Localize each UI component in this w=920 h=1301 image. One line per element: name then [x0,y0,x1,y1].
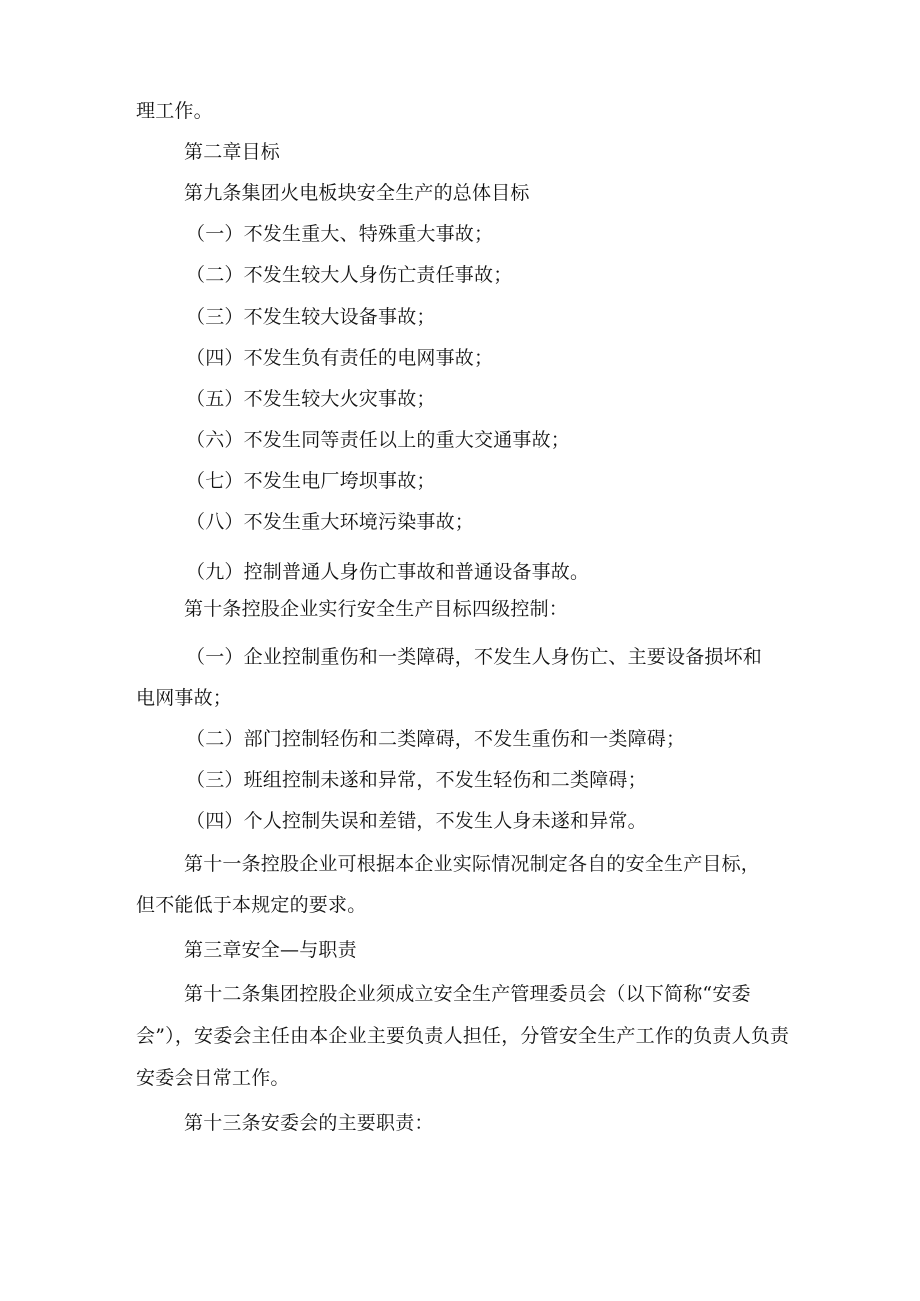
list-item: （四）个人控制失误和差错，不发生人身未遂和异常。 [186,810,647,832]
list-item: （三）班组控制未遂和异常，不发生轻伤和二类障碍； [186,769,647,791]
list-item: （二）不发生较大人身伤亡责任事故； [186,264,513,286]
list-item: （六）不发生同等责任以上的重大交通事故； [186,429,571,451]
list-item: （八）不发生重大环境污染事故； [186,511,475,533]
list-item: （二）部门控制轻伤和二类障碍，不发生重伤和一类障碍； [186,728,686,750]
list-item: （一）不发生重大、特殊重大事故； [186,223,494,245]
article-paragraph-line: 但不能低于本规定的要求。 [136,894,367,916]
list-item: （一）企业控制重伤和一类障碍，不发生人身伤亡、主要设备损坏和 [186,646,763,668]
article-heading: 第十条控股企业实行安全生产目标四级控制： [184,598,569,620]
list-item: （三）不发生较大设备事故； [186,306,436,328]
list-item: （九）控制普通人身伤亡事故和普通设备事故。 [186,561,590,583]
list-item: （四）不发生负有责任的电网事故； [186,347,494,369]
paragraph-continuation: 理工作。 [136,100,213,122]
list-item: （七）不发生电厂垮坝事故； [186,470,436,492]
article-heading: 第十三条安委会的主要职责： [184,1112,434,1134]
article-paragraph: 第十二条集团控股企业须成立安全生产管理委员会（以下简称“安委会”），安委会主任由本企业主要负责人担任，分管安全生产工作的负责人负责安委会日常工作。 [136,983,790,1089]
article-heading: 第九条集团火电板块安全生产的总体目标 [184,182,530,204]
list-item-continuation: 电网事故； [136,687,233,709]
chapter-heading: 第二章目标 [184,141,281,163]
list-item: （五）不发生较大火灾事故； [186,388,436,410]
chapter-heading: 第三章安全—与职责 [184,939,357,961]
article-paragraph-line: 第十一条控股企业可根据本企业实际情况制定各自的安全生产目标， [184,853,761,875]
